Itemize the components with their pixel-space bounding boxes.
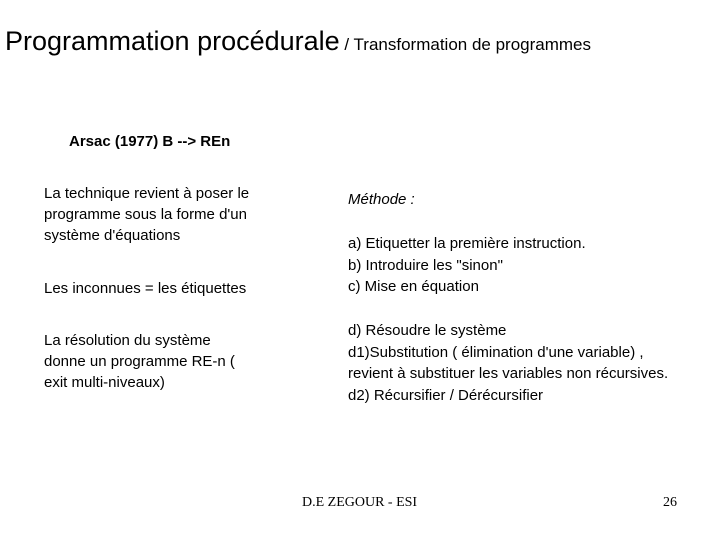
left-paragraph-resolution [44,330,235,393]
method-label: Méthode : [348,191,415,208]
subheading: Arsac (1977) B --> REn [69,133,231,150]
left-paragraph-inconnues [44,278,246,299]
title-main: Programmation procédurale [5,26,340,56]
step-line: a) Etiquetter la première instruction. [348,235,586,252]
step-line: d) Résoudre le système [348,322,507,339]
step-line: d1)Substitution ( élimination d'une variable) , [348,343,644,361]
method-steps-d [348,320,668,406]
method-steps-a-c [348,233,586,298]
footer-author: D.E ZEGOUR - ESI [302,495,418,510]
text-line: système d'équations [44,227,181,244]
text-line: exit multi-niveaux) [44,374,165,391]
text-line: Les inconnues = les étiquettes [44,280,247,297]
step-line: revient à substituer les variables non récursives. [348,365,669,382]
slide-title [5,28,591,55]
step-line: c) Mise en équation [348,278,479,295]
text-line: programme sous la forme d'un [44,206,247,223]
left-paragraph-technique [44,183,249,246]
title-sub: / Transformation de programmes [339,35,591,54]
text-line: La technique revient à poser le [44,185,250,202]
text-line: La résolution du système [44,332,211,349]
step-line: b) Introduire les "sinon" [348,256,503,274]
text-line: donne un programme RE-n ( [44,353,235,370]
page-number: 26 [663,495,677,510]
step-line: d2) Récursifier / Dérécursifier [348,386,544,404]
